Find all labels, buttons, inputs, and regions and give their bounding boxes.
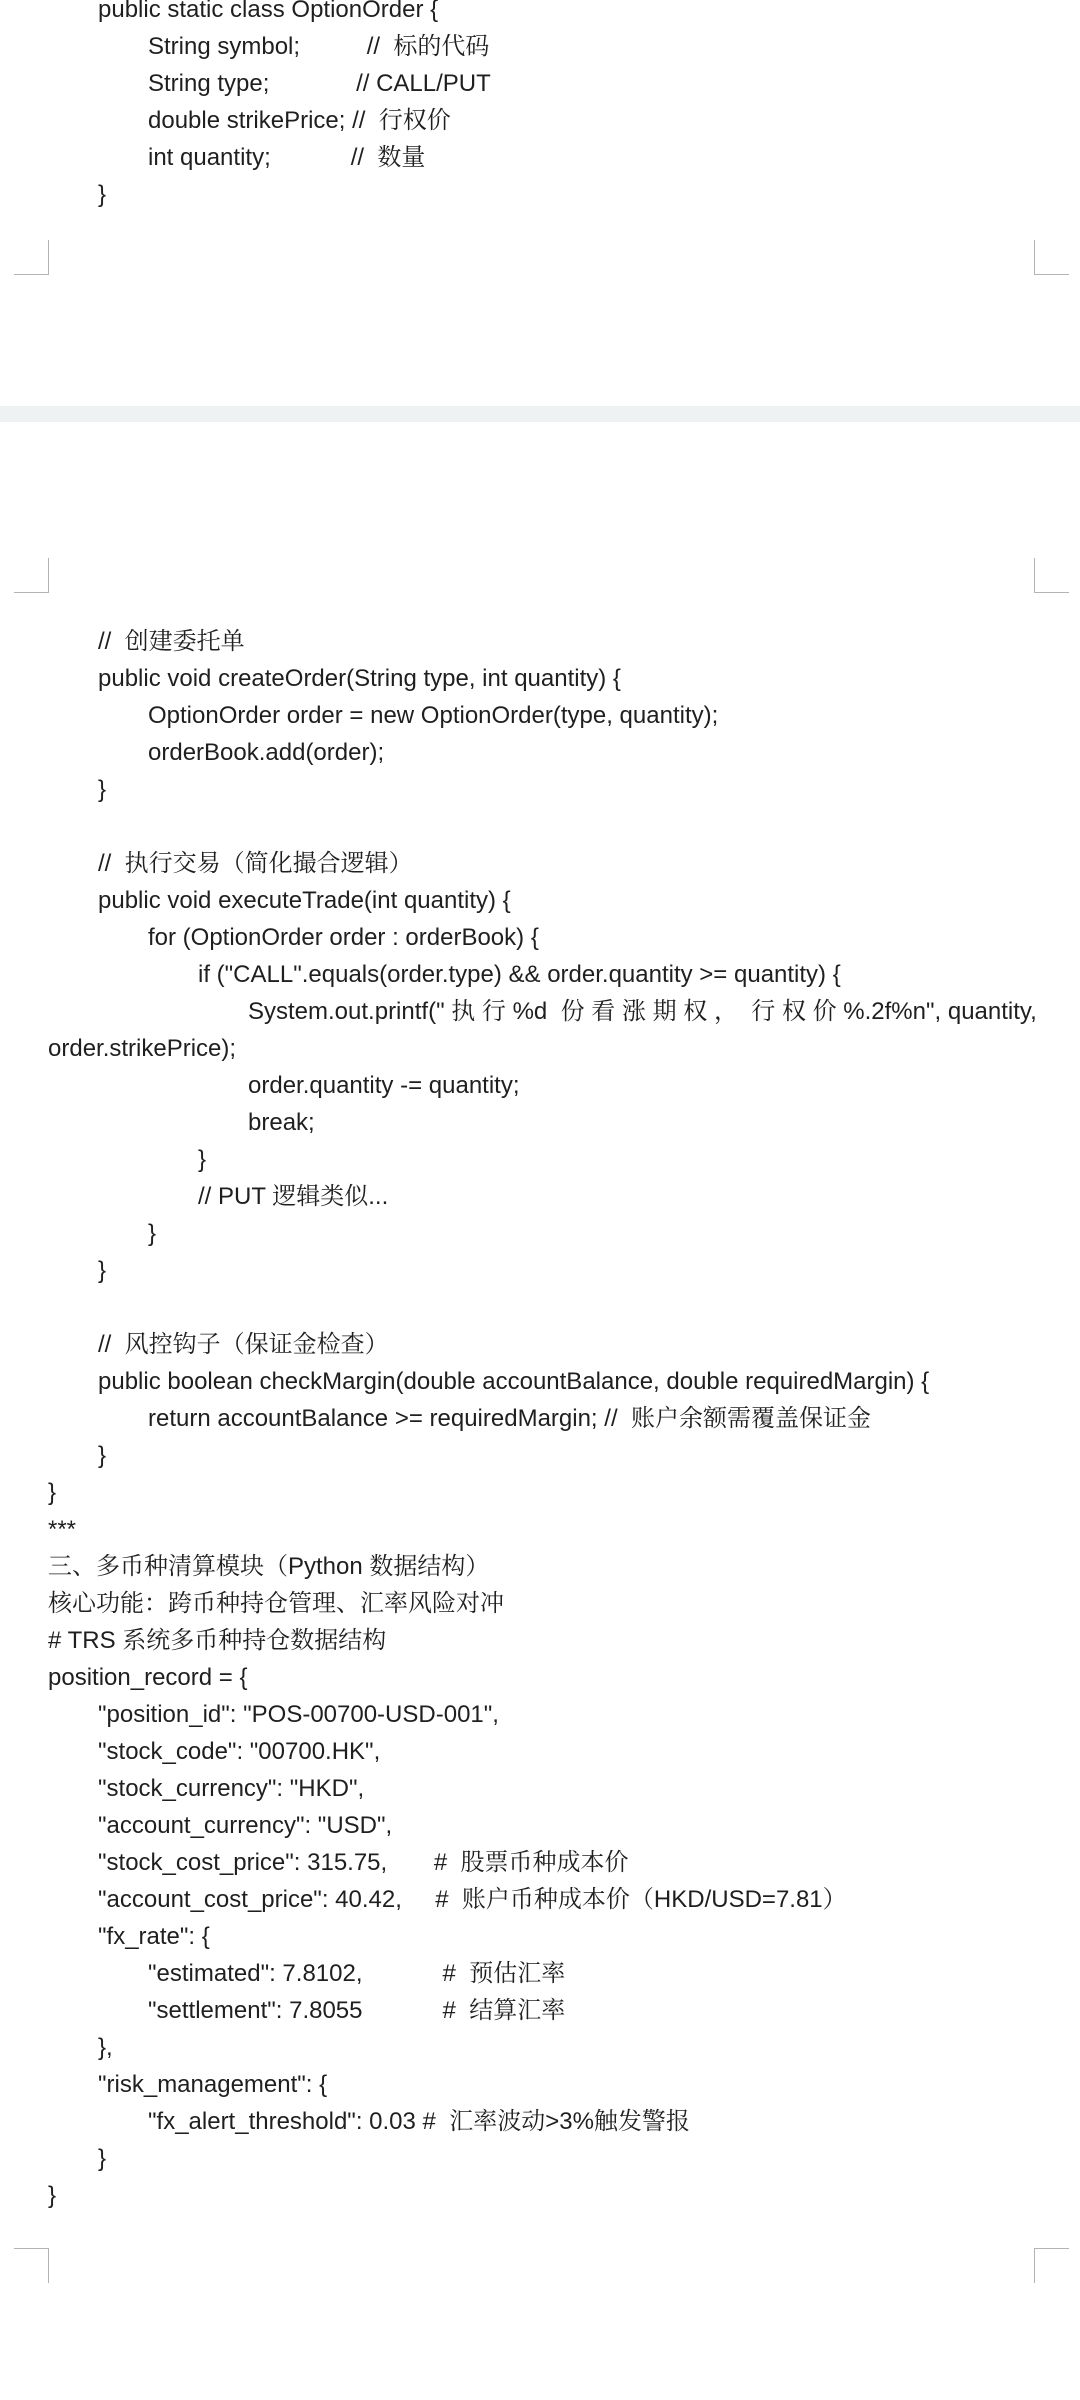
text-line: } bbox=[98, 1257, 107, 1284]
text-line: for (OptionOrder order : orderBook) { bbox=[148, 924, 539, 951]
crop-mark-lower-right bbox=[1034, 2248, 1069, 2283]
crop-mark-bottom-right bbox=[1034, 240, 1069, 275]
text-line: "estimated": 7.8102, # 预估汇率 bbox=[148, 1960, 566, 1987]
text-line: # TRS 系统多币种持仓数据结构 bbox=[48, 1627, 387, 1654]
text-line: } bbox=[48, 1479, 57, 1506]
page-separator bbox=[0, 406, 1080, 422]
document-page-1 bbox=[0, 0, 1080, 406]
text-line: public boolean checkMargin(double accountBalance, double requiredMargin) { bbox=[98, 1368, 930, 1395]
text-line: } bbox=[198, 1146, 207, 1173]
text-line: } bbox=[48, 2182, 57, 2209]
text-line: "risk_management": { bbox=[98, 2071, 328, 2098]
text-line: public static class OptionOrder { bbox=[98, 0, 439, 23]
text-line: }, bbox=[98, 2034, 113, 2061]
text-line: 三、多币种清算模块（Python 数据结构） bbox=[48, 1553, 490, 1580]
text-line: System.out.printf(" 执 行 %d 份 看 涨 期 权 ， 行 权 价 %.2f%n", quantity, bbox=[248, 998, 1037, 1025]
text-line: } bbox=[148, 1220, 157, 1247]
text-line: int quantity; // 数量 bbox=[148, 144, 426, 171]
text-line: "stock_cost_price": 315.75, # 股票币种成本价 bbox=[98, 1849, 629, 1876]
text-line: "stock_code": "00700.HK", bbox=[98, 1738, 381, 1765]
text-line: double strikePrice; // 行权价 bbox=[148, 107, 451, 134]
text-line: return accountBalance >= requiredMargin; // 账户余额需覆盖保证金 bbox=[148, 1405, 871, 1432]
text-line: "fx_rate": { bbox=[98, 1923, 210, 1950]
text-line: break; bbox=[248, 1109, 315, 1136]
text-line: "account_currency": "USD", bbox=[98, 1812, 393, 1839]
text-line: public void createOrder(String type, int quantity) { bbox=[98, 665, 621, 692]
text-line: public void executeTrade(int quantity) { bbox=[98, 887, 511, 914]
text-line: "stock_currency": "HKD", bbox=[98, 1775, 365, 1802]
text-line: order.quantity -= quantity; bbox=[248, 1072, 520, 1099]
crop-mark-top-right bbox=[1034, 558, 1069, 593]
text-line: orderBook.add(order); bbox=[148, 739, 385, 766]
text-line: "account_cost_price": 40.42, # 账户币种成本价（HKD/USD=7.81） bbox=[98, 1886, 847, 1913]
text-line: "settlement": 7.8055 # 结算汇率 bbox=[148, 1997, 566, 2024]
text-line: // PUT 逻辑类似... bbox=[198, 1183, 389, 1210]
text-line: OptionOrder order = new OptionOrder(type, quantity); bbox=[148, 702, 719, 729]
text-line: 核心功能：跨币种持仓管理、汇率风险对冲 bbox=[48, 1590, 504, 1617]
text-line: order.strikePrice); bbox=[48, 1035, 237, 1062]
text-line: *** bbox=[48, 1516, 77, 1543]
text-line: if ("CALL".equals(order.type) && order.quantity >= quantity) { bbox=[198, 961, 841, 988]
text-line: "fx_alert_threshold": 0.03 # 汇率波动>3%触发警报 bbox=[148, 2108, 690, 2135]
text-line: // 执行交易（简化撮合逻辑） bbox=[98, 850, 413, 877]
text-line: } bbox=[98, 2145, 107, 2172]
crop-mark-bottom-left bbox=[14, 240, 49, 275]
text-line: } bbox=[98, 776, 107, 803]
text-line: position_record = { bbox=[48, 1664, 248, 1691]
text-line: String symbol; // 标的代码 bbox=[148, 33, 490, 60]
crop-mark-lower-left bbox=[14, 2248, 49, 2283]
text-line: // 创建委托单 bbox=[98, 628, 245, 655]
text-line: } bbox=[98, 1442, 107, 1469]
crop-mark-top-left bbox=[14, 558, 49, 593]
text-line: // 风控钩子（保证金检查） bbox=[98, 1331, 389, 1358]
document-page-2 bbox=[0, 422, 1080, 2400]
text-line: String type; // CALL/PUT bbox=[148, 70, 491, 97]
text-line: } bbox=[98, 181, 107, 208]
text-line: "position_id": "POS-00700-USD-001", bbox=[98, 1701, 499, 1728]
